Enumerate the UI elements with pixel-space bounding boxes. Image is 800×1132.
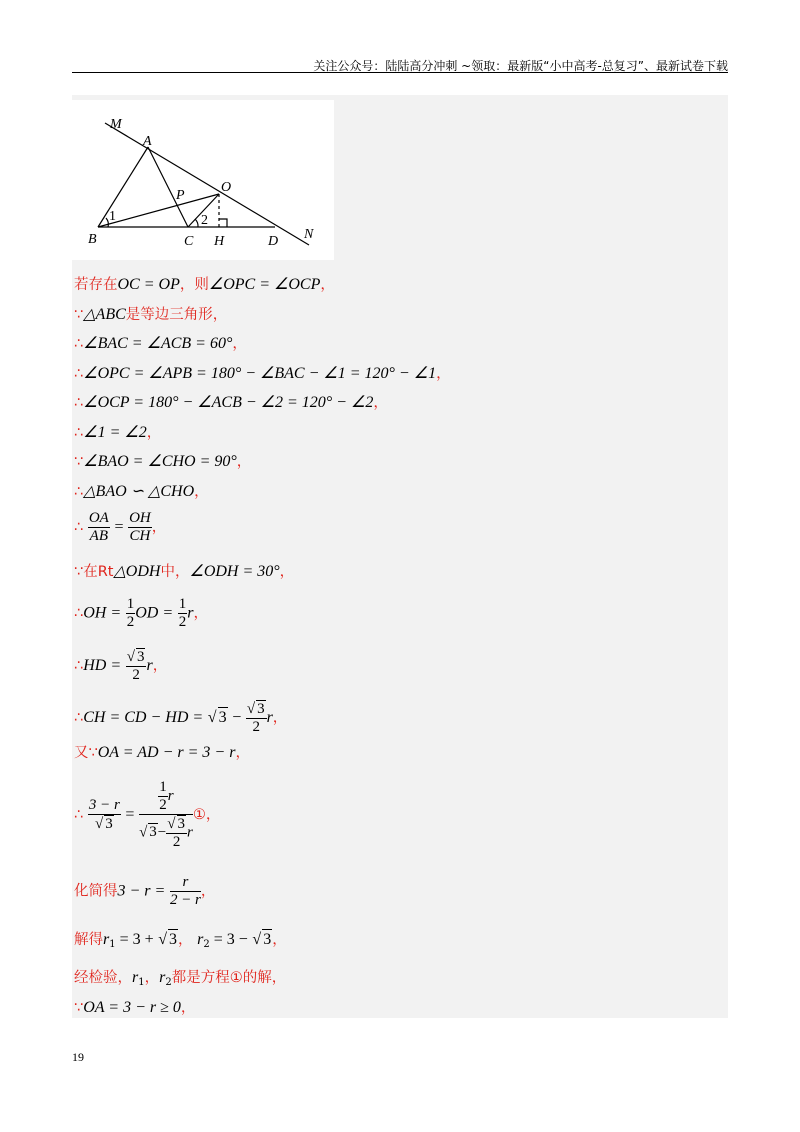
fraction-sqrt3-over-2: $\frac{√ 3}{2}$ bbox=[246, 701, 265, 735]
label-m: M bbox=[110, 117, 122, 132]
solution-line-13: ∴CH = CD − HD = √ 3 − $\frac{√ 3}{2}$ r， bbox=[74, 701, 288, 735]
solution-line-1: 若存在OC = OP，则∠OPC = ∠OCP， bbox=[74, 276, 335, 293]
solution-line-8: ∴△BAO ∽ △CHO， bbox=[74, 483, 209, 500]
page-number: 19 bbox=[72, 1050, 84, 1064]
label-c: C bbox=[184, 234, 194, 249]
solution-line-16: 化简得3 − r = $\frac{r}{2 - r}$ ， bbox=[74, 874, 216, 908]
fraction-3-minus-r-over-sqrt3: $\frac{3 - r}{√ 3}$ bbox=[88, 797, 120, 832]
fraction-one-half: $\frac{1}{2}$ bbox=[126, 596, 135, 630]
solution-line-3: ∴∠BAC = ∠ACB = 60°， bbox=[74, 335, 247, 352]
solution-line-2: ∵△ABC是等边三角形， bbox=[74, 306, 228, 323]
header-rule bbox=[72, 72, 728, 73]
label-angle-1: 1 bbox=[109, 209, 116, 224]
fraction-oa-ab: $\frac{OA}{AB}$ bbox=[88, 510, 109, 544]
segment-ac bbox=[148, 147, 188, 227]
fraction-one-half: $\frac{1}{2}$ bbox=[178, 596, 187, 630]
solution-line-11: ∴OH = $\frac{1}{2}$ OD = $\frac{1}{2}$ r， bbox=[74, 596, 208, 630]
fraction-sqrt3-over-2: $\frac{√ 3}{2}$ bbox=[126, 649, 145, 683]
label-n: N bbox=[304, 227, 314, 242]
angle-1-arc bbox=[106, 218, 108, 227]
page-header: 关注公众号：陆陆高分冲刺 ~领取：最新版“小中高考-总复习”、最新试卷下载 bbox=[313, 59, 728, 73]
label-angle-2: 2 bbox=[201, 213, 208, 228]
solution-line-19: ∵OA = 3 − r ≥ 0， bbox=[74, 999, 196, 1016]
label-h: H bbox=[214, 234, 225, 249]
fraction-oh-ch: $\frac{OH}{CH}$ bbox=[129, 510, 151, 544]
solution-line-15: ∴ $\frac{3 - r}{√ 3}$ = $\frac{1}{2}$ r √ 3− $\frac{√ 3}{2}$ r ①， bbox=[74, 779, 221, 850]
label-d: D bbox=[268, 234, 279, 249]
solution-line-7: ∵∠BAO = ∠CHO = 90°， bbox=[74, 453, 252, 470]
label-b: B bbox=[88, 232, 97, 247]
geometry-figure bbox=[72, 100, 334, 260]
solution-line-17: 解得$r_1 = 3$ + √ 3， $r_2 = 3$ − √ 3， bbox=[74, 931, 287, 950]
solution-line-6: ∴∠1 = ∠2， bbox=[74, 424, 162, 441]
solution-line-10: ∵在Rt△ODH中，∠ODH = 30°， bbox=[74, 563, 295, 580]
label-a: A bbox=[143, 134, 152, 149]
solution-line-5: ∴∠OCP = 180° − ∠ACB − ∠2 = 120° − ∠2， bbox=[74, 394, 388, 411]
solution-line-14: 又∵OA = AD − r = 3 − r， bbox=[74, 744, 250, 761]
fraction-r-over-2-minus-r: $\frac{r}{2 - r}$ bbox=[169, 874, 201, 908]
solution-line-12: ∴HD = $\frac{√ 3}{2}$ r， bbox=[74, 649, 168, 683]
label-o: O bbox=[221, 180, 232, 195]
angle-2-arc bbox=[195, 219, 198, 227]
solution-line-9: ∴ $\frac{OA}{AB}$ = $\frac{OH}{CH}$ ， bbox=[74, 510, 167, 544]
solution-line-18: 经检验，$r_1$，$r_2$都是方程①的解， bbox=[74, 969, 287, 988]
label-p: P bbox=[176, 188, 185, 203]
solution-line-4: ∴∠OPC = ∠APB = 180° − ∠BAC − ∠1 = 120° − ∠1， bbox=[74, 365, 451, 382]
complex-fraction: $\frac{1}{2}$ r √ 3− $\frac{√ 3}{2}$ r bbox=[139, 779, 193, 850]
right-angle-mark bbox=[219, 219, 227, 227]
